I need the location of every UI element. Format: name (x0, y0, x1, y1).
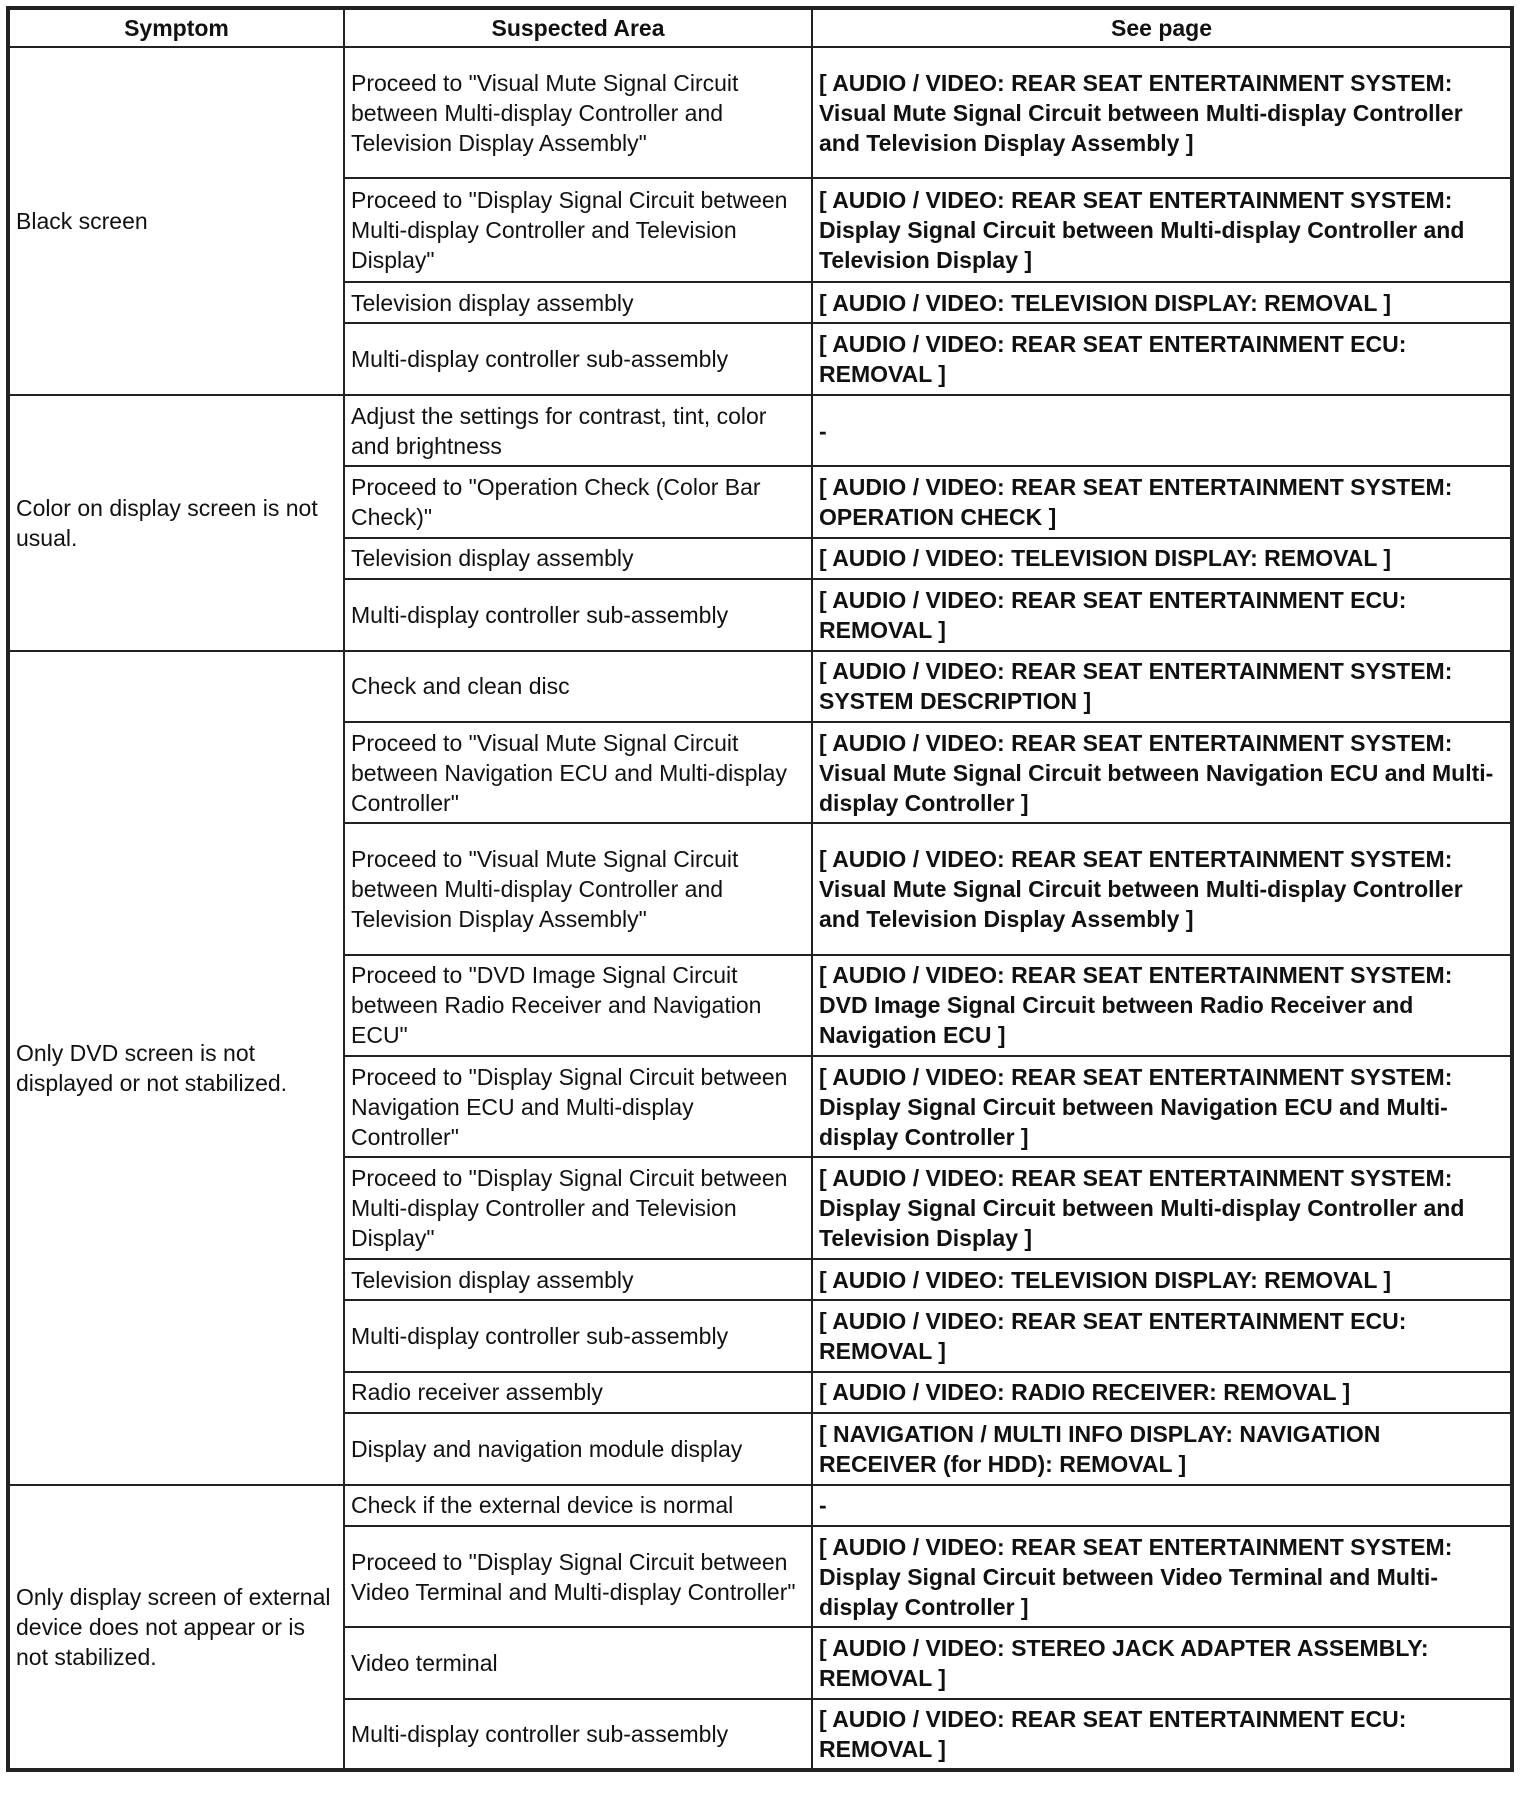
see-page-cell: [ AUDIO / VIDEO: REAR SEAT ENTERTAINMENT ECU: REMOVAL ] (812, 579, 1512, 650)
table-row (8, 651, 1512, 722)
see-page-cell: [ AUDIO / VIDEO: REAR SEAT ENTERTAINMENT SYSTEM: Display Signal Circuit between Multi-display Controller and Television Display ] (812, 178, 1512, 282)
suspected-area-cell: Proceed to "Display Signal Circuit between Multi-display Controller and Television Display" (344, 1157, 812, 1258)
see-page-cell: [ AUDIO / VIDEO: REAR SEAT ENTERTAINMENT SYSTEM: Display Signal Circuit between Video Terminal and Multi-display Controller ] (812, 1526, 1512, 1627)
see-page-cell: [ AUDIO / VIDEO: TELEVISION DISPLAY: REMOVAL ] (812, 538, 1512, 579)
see-page-cell: [ NAVIGATION / MULTI INFO DISPLAY: NAVIGATION RECEIVER (for HDD): REMOVAL ] (812, 1413, 1512, 1484)
symptom-cell: Only DVD screen is not displayed or not stabilized. (8, 651, 344, 1485)
symptom-cell: Black screen (8, 47, 344, 395)
suspected-area-cell: Television display assembly (344, 282, 812, 323)
table-body (8, 47, 1512, 1770)
see-page-cell: [ AUDIO / VIDEO: REAR SEAT ENTERTAINMENT SYSTEM: OPERATION CHECK ] (812, 466, 1512, 537)
see-page-cell: [ AUDIO / VIDEO: REAR SEAT ENTERTAINMENT SYSTEM: DVD Image Signal Circuit between Radio Receiver and Navigation ECU ] (812, 955, 1512, 1056)
see-page-cell: [ AUDIO / VIDEO: REAR SEAT ENTERTAINMENT SYSTEM: Display Signal Circuit between Multi-display Controller and Television Display ] (812, 1157, 1512, 1258)
see-page-cell: - (812, 395, 1512, 466)
table-row (8, 47, 1512, 178)
see-page-cell: [ AUDIO / VIDEO: STEREO JACK ADAPTER ASSEMBLY: REMOVAL ] (812, 1627, 1512, 1698)
suspected-area-cell: Radio receiver assembly (344, 1372, 812, 1413)
see-page-cell: [ AUDIO / VIDEO: REAR SEAT ENTERTAINMENT SYSTEM: Visual Mute Signal Circuit between Navigation ECU and Multi-display Controller ] (812, 722, 1512, 823)
see-page-cell: [ AUDIO / VIDEO: REAR SEAT ENTERTAINMENT SYSTEM: Visual Mute Signal Circuit between Multi-display Controller and Television Display Assembly ] (812, 47, 1512, 178)
suspected-area-cell: Proceed to "Display Signal Circuit between Navigation ECU and Multi-display Controller" (344, 1056, 812, 1157)
see-page-cell: [ AUDIO / VIDEO: REAR SEAT ENTERTAINMENT SYSTEM: Display Signal Circuit between Navigation ECU and Multi-display Controller ] (812, 1056, 1512, 1157)
symptom-table (6, 6, 1514, 1772)
suspected-area-cell: Television display assembly (344, 538, 812, 579)
see-page-cell: [ AUDIO / VIDEO: REAR SEAT ENTERTAINMENT ECU: REMOVAL ] (812, 323, 1512, 394)
header-see-page: See page (812, 8, 1512, 47)
suspected-area-cell: Proceed to "Operation Check (Color Bar Check)" (344, 466, 812, 537)
see-page-cell: [ AUDIO / VIDEO: RADIO RECEIVER: REMOVAL ] (812, 1372, 1512, 1413)
header-symptom: Symptom (8, 8, 344, 47)
suspected-area-cell: Adjust the settings for contrast, tint, color and brightness (344, 395, 812, 466)
suspected-area-cell: Multi-display controller sub-assembly (344, 1300, 812, 1371)
suspected-area-cell: Proceed to "Display Signal Circuit between Multi-display Controller and Television Display" (344, 178, 812, 282)
see-page-cell: [ AUDIO / VIDEO: REAR SEAT ENTERTAINMENT SYSTEM: SYSTEM DESCRIPTION ] (812, 651, 1512, 722)
suspected-area-cell: Video terminal (344, 1627, 812, 1698)
suspected-area-cell: Proceed to "Visual Mute Signal Circuit between Multi-display Controller and Television Display Assembly" (344, 823, 812, 954)
see-page-cell: [ AUDIO / VIDEO: REAR SEAT ENTERTAINMENT ECU: REMOVAL ] (812, 1300, 1512, 1371)
suspected-area-cell: Display and navigation module display (344, 1413, 812, 1484)
suspected-area-cell: Television display assembly (344, 1259, 812, 1300)
symptom-table-container (6, 6, 1510, 1772)
suspected-area-cell: Proceed to "Display Signal Circuit between Video Terminal and Multi-display Controller" (344, 1526, 812, 1627)
symptom-cell: Only display screen of external device does not appear or is not stabilized. (8, 1485, 344, 1771)
header-suspected-area: Suspected Area (344, 8, 812, 47)
suspected-area-cell: Proceed to "Visual Mute Signal Circuit between Multi-display Controller and Television Display Assembly" (344, 47, 812, 178)
table-row (8, 395, 1512, 466)
suspected-area-cell: Multi-display controller sub-assembly (344, 579, 812, 650)
suspected-area-cell: Check and clean disc (344, 651, 812, 722)
symptom-cell: Color on display screen is not usual. (8, 395, 344, 651)
header-row (8, 8, 1512, 47)
see-page-cell: [ AUDIO / VIDEO: TELEVISION DISPLAY: REMOVAL ] (812, 282, 1512, 323)
see-page-cell: [ AUDIO / VIDEO: REAR SEAT ENTERTAINMENT ECU: REMOVAL ] (812, 1699, 1512, 1770)
suspected-area-cell: Proceed to "Visual Mute Signal Circuit between Navigation ECU and Multi-display Controller" (344, 722, 812, 823)
suspected-area-cell: Multi-display controller sub-assembly (344, 323, 812, 394)
table-row (8, 1485, 1512, 1526)
suspected-area-cell: Check if the external device is normal (344, 1485, 812, 1526)
suspected-area-cell: Multi-display controller sub-assembly (344, 1699, 812, 1770)
see-page-cell: [ AUDIO / VIDEO: TELEVISION DISPLAY: REMOVAL ] (812, 1259, 1512, 1300)
suspected-area-cell: Proceed to "DVD Image Signal Circuit between Radio Receiver and Navigation ECU" (344, 955, 812, 1056)
see-page-cell: [ AUDIO / VIDEO: REAR SEAT ENTERTAINMENT SYSTEM: Visual Mute Signal Circuit between Multi-display Controller and Television Display Assembly ] (812, 823, 1512, 954)
see-page-cell: - (812, 1485, 1512, 1526)
